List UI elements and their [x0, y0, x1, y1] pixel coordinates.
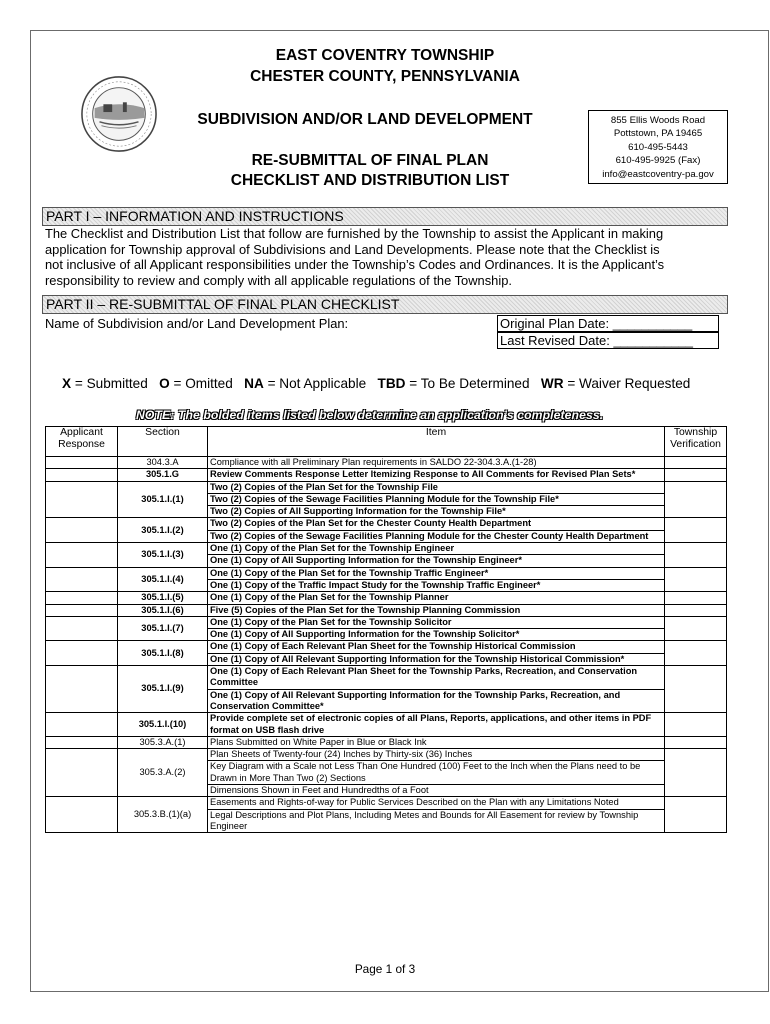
address-city: Pottstown, PA 19465 — [613, 128, 703, 140]
section-cell: 305.3.B.(1)(a) — [118, 797, 208, 833]
legend-text: = Submitted — [74, 376, 148, 391]
item-cell: Five (5) Copies of the Plan Set for the Township Planning Commission — [208, 604, 665, 616]
instruction-line: application for Township approval of Subdivisions and Land Developments. Please note that the Checklist is — [45, 241, 660, 257]
original-plan-date-field[interactable]: Original Plan Date: ___________ — [497, 315, 719, 332]
applicant-response-cell[interactable] — [46, 616, 118, 641]
table-row — [46, 797, 727, 809]
item-cell: Legal Descriptions and Plot Plans, Including Metes and Bounds for All Easement for review by Township Engineer — [208, 809, 665, 833]
address-street: 855 Ellis Woods Road — [610, 115, 706, 126]
table-row — [46, 749, 727, 761]
table-header-row — [46, 427, 727, 457]
plan-name-label: Name of Subdivision and/or Land Development Plan: — [45, 316, 349, 331]
item-cell: Easements and Rights-of-way for Public Services Described on the Plan with any Limitations Noted — [208, 797, 665, 809]
item-cell: One (1) Copy of the Plan Set for the Township Solicitor — [208, 616, 665, 628]
legend-code: O — [159, 376, 170, 391]
legend-text: = To Be Determined — [409, 376, 530, 391]
township-verification-cell[interactable] — [665, 457, 727, 469]
item-cell: One (1) Copy of All Relevant Supporting Information for the Township Historical Commission* — [208, 653, 665, 665]
applicant-response-cell[interactable] — [46, 641, 118, 666]
header-township-verification: Township Verification — [665, 427, 727, 457]
applicant-response-cell[interactable] — [46, 604, 118, 616]
section-cell: 305.1.I.(6) — [118, 604, 208, 616]
table-row — [46, 713, 727, 737]
legend-code: X — [62, 376, 72, 391]
section-cell: 305.1.I.(10) — [118, 713, 208, 737]
item-cell: Key Diagram with a Scale not Less Than One Hundred (100) Feet to the Inch when the Plans need to be Drawn in More Than Two (2) Sections — [208, 761, 665, 785]
township-verification-cell[interactable] — [665, 797, 727, 833]
table-row — [46, 469, 727, 481]
part1-instructions — [45, 226, 735, 288]
township-verification-cell[interactable] — [665, 469, 727, 481]
item-cell: Plans Submitted on White Paper in Blue or Black Ink — [208, 736, 665, 748]
header-item: Item — [208, 427, 665, 457]
table-row — [46, 518, 727, 530]
township-verification-cell[interactable] — [665, 749, 727, 797]
section-cell: 304.3.A — [118, 457, 208, 469]
item-cell: Plan Sheets of Twenty-four (24) Inches by Thirty-six (36) Inches — [208, 749, 665, 761]
legend-text: = Waiver Requested — [567, 376, 691, 391]
item-cell: One (1) Copy of the Plan Set for the Township Engineer — [208, 543, 665, 555]
table-row — [46, 666, 727, 690]
table-row — [46, 736, 727, 748]
township-verification-cell[interactable] — [665, 641, 727, 666]
checklist-table — [45, 426, 727, 833]
table-row — [46, 543, 727, 555]
township-verification-cell[interactable] — [665, 666, 727, 713]
township-seal-icon — [80, 75, 158, 153]
legend-code: WR — [540, 376, 564, 391]
township-verification-cell[interactable] — [665, 616, 727, 641]
section-cell: 305.1.I.(8) — [118, 641, 208, 666]
applicant-response-cell[interactable] — [46, 592, 118, 604]
table-row — [46, 567, 727, 579]
item-cell: One (1) Copy of Each Relevant Plan Sheet for the Township Historical Commission — [208, 641, 665, 653]
section-cell: 305.1.G — [118, 469, 208, 481]
item-cell: One (1) Copy of All Supporting Information for the Township Solicitor* — [208, 629, 665, 641]
completeness-note: NOTE: The bolded items listed below determine an application’s completeness. — [136, 408, 604, 422]
section-cell: 305.1.I.(3) — [118, 543, 208, 568]
township-verification-cell[interactable] — [665, 713, 727, 737]
section-cell: 305.1.I.(1) — [118, 481, 208, 518]
section-cell: 305.3.A.(1) — [118, 736, 208, 748]
applicant-response-cell[interactable] — [46, 749, 118, 797]
item-cell: One (1) Copy of the Plan Set for the Township Traffic Engineer* — [208, 567, 665, 579]
item-cell: Two (2) Copies of the Sewage Facilities Planning Module for the Chester County Health Department — [208, 530, 665, 542]
table-row — [46, 592, 727, 604]
item-cell: One (1) Copy of the Plan Set for the Township Planner — [208, 592, 665, 604]
legend-code: NA — [244, 376, 264, 391]
township-verification-cell[interactable] — [665, 481, 727, 518]
section-cell: 305.1.I.(4) — [118, 567, 208, 592]
section-cell: 305.3.A.(2) — [118, 749, 208, 797]
township-verification-cell[interactable] — [665, 543, 727, 568]
legend-code: TBD — [377, 376, 406, 391]
county-name: CHESTER COUNTY, PENNSYLVANIA — [250, 68, 520, 85]
item-cell: Compliance with all Preliminary Plan requirements in SALDO 22-304.3.A.(1-28) — [208, 457, 665, 469]
table-row — [46, 604, 727, 616]
applicant-response-cell[interactable] — [46, 481, 118, 518]
response-legend — [62, 376, 690, 391]
address-email: info@eastcoventry-pa.gov — [602, 168, 714, 180]
item-cell: Provide complete set of electronic copies of all Plans, Reports, applications, and other items in PDF format on USB flash drive — [208, 713, 665, 737]
legend-text: = Not Applicable — [267, 376, 367, 391]
legend-text: = Omitted — [173, 376, 233, 391]
item-cell: One (1) Copy of the Traffic Impact Study for the Township Traffic Engineer* — [208, 579, 665, 591]
table-row — [46, 616, 727, 628]
address-fax: 610-495-9925 (Fax) — [615, 155, 701, 167]
applicant-response-cell[interactable] — [46, 713, 118, 737]
applicant-response-cell[interactable] — [46, 543, 118, 568]
instruction-line: responsibility to review and comply with all applicable regulations of the Township. — [45, 272, 512, 288]
township-verification-cell[interactable] — [665, 736, 727, 748]
part2-title: PART II – RE-SUBMITTAL OF FINAL PLAN CHECKLIST — [42, 295, 728, 314]
part1-title: PART I – INFORMATION AND INSTRUCTIONS — [42, 207, 728, 226]
section-cell: 305.1.I.(2) — [118, 518, 208, 543]
applicant-response-cell[interactable] — [46, 797, 118, 833]
township-verification-cell[interactable] — [665, 567, 727, 592]
item-cell: Two (2) Copies of All Supporting Information for the Township File* — [208, 506, 665, 518]
item-cell: Review Comments Response Letter Itemizing Response to All Comments for Revised Plan Sets* — [208, 469, 665, 481]
table-row — [46, 457, 727, 469]
form-title-line1: RE-SUBMITTAL OF FINAL PLAN — [251, 152, 489, 169]
form-title-line2: CHECKLIST AND DISTRIBUTION LIST — [230, 172, 510, 189]
item-cell: One (1) Copy of Each Relevant Plan Sheet for the Township Parks, Recreation, and Conservation Committee — [208, 666, 665, 690]
township-verification-cell[interactable] — [665, 518, 727, 543]
applicant-response-cell[interactable] — [46, 457, 118, 469]
item-cell: Two (2) Copies of the Sewage Facilities Planning Module for the Township File* — [208, 493, 665, 505]
instruction-line: The Checklist and Distribution List that follow are furnished by the Township to assist the Applicant in making — [45, 226, 664, 241]
address-box — [588, 110, 728, 184]
form-category: SUBDIVISION AND/OR LAND DEVELOPMENT — [197, 111, 533, 128]
header-applicant-response: Applicant Response — [46, 427, 118, 457]
applicant-response-cell[interactable] — [46, 666, 118, 713]
township-verification-cell[interactable] — [665, 592, 727, 604]
section-cell: 305.1.I.(7) — [118, 616, 208, 641]
page-number: Page 1 of 3 — [354, 962, 416, 976]
township-name: EAST COVENTRY TOWNSHIP — [275, 47, 495, 64]
address-phone: 610-495-5443 — [628, 141, 688, 153]
item-cell: One (1) Copy of All Relevant Supporting Information for the Township Parks, Recreation, and Conservation Committee* — [208, 689, 665, 713]
table-row — [46, 481, 727, 493]
township-verification-cell[interactable] — [665, 604, 727, 616]
applicant-response-cell[interactable] — [46, 567, 118, 592]
item-cell: Two (2) Copies of the Plan Set for the Township File — [208, 481, 665, 493]
header-section: Section — [118, 427, 208, 457]
applicant-response-cell[interactable] — [46, 469, 118, 481]
applicant-response-cell[interactable] — [46, 518, 118, 543]
applicant-response-cell[interactable] — [46, 736, 118, 748]
section-cell: 305.1.I.(5) — [118, 592, 208, 604]
instruction-line: not inclusive of all Applicant responsibilities under the Township’s Codes and Ordinances. It is the Applicant’s — [45, 257, 665, 273]
table-row — [46, 641, 727, 653]
last-revised-date-field[interactable]: Last Revised Date: ___________ — [497, 332, 719, 349]
item-cell: Two (2) Copies of the Plan Set for the Chester County Health Department — [208, 518, 665, 530]
item-cell: One (1) Copy of All Supporting Information for the Township Engineer* — [208, 555, 665, 567]
item-cell: Dimensions Shown in Feet and Hundredths of a Foot — [208, 785, 665, 797]
section-cell: 305.1.I.(9) — [118, 666, 208, 713]
